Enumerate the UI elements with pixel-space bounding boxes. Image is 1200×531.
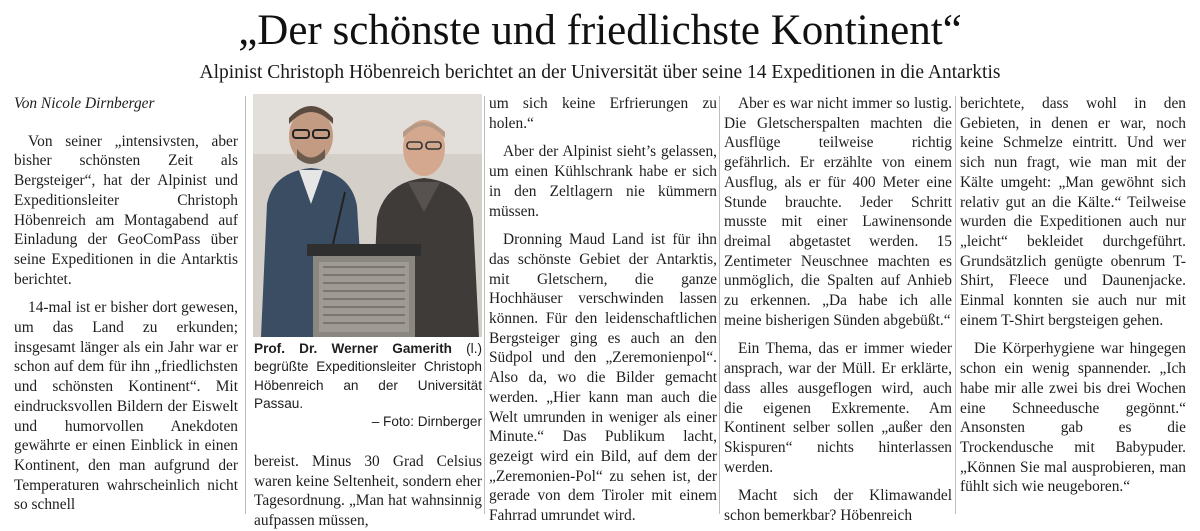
paragraph-climate-cont: berichtete, dass wohl in den Gebieten, in denen er war, noch keine Schmelze eintritt. Und wer sich nun fragt, wie man mit der Kälte umgeht: „Man gewöhnt sich relativ gut an die Kälte.“ Teilweise wurden die Expeditionen auch nur „leicht“ bekleidet durchgeführt. Grundsätzlich genügte obenrum T-Shirt, Fleece und Daunenjacke. Einmal konnten sie auch nur mit einem T-Shirt bergsteigen gehen. xyxy=(960,95,1186,329)
article-column-4 xyxy=(724,94,952,525)
column-divider xyxy=(955,96,956,514)
column-divider xyxy=(245,96,246,514)
column-divider xyxy=(719,96,720,514)
paragraph-waste: Ein Thema, das er immer wieder ansprach, war der Müll. Er erklärte, dass alles ausgeflogen wird, auch die eigenen Exkremente. Am Kontinent selber sollen „außer den Skispuren“ nichts hinterlassen werden. xyxy=(724,340,952,476)
column-divider xyxy=(484,96,485,514)
paragraph-climate: Macht sich der Klimawandel schon bemerkbar? Höbenreich xyxy=(724,487,952,525)
paragraph-hygiene: Die Körperhygiene war hingegen schon ein wenig spannender. „Ich habe mir alle zwei bis drei Wochen eine Schneedusche gegönnt.“ Ansonsten gab es die Trockendusche mit Babypuder. „Können Sie mal ausprobieren, man fühlt sich wie neugeboren.“ xyxy=(960,340,1186,496)
paragraph-frostbite-end: um sich keine Erfrierungen zu holen.“ xyxy=(489,95,717,132)
photo-credit: – Foto: Dirnberger xyxy=(371,414,482,430)
paragraph-crevasses: Aber es war nicht immer so lustig. Die Gletscherspalten machten die Ausflüge teilweise richtig gefährlich. Er erzählte von einem Ausflug, als er für 400 Meter eine Stunde brauchte. Jeder Schritt musste mit einer Lawinensonde dreimal abgetastet werden. 15 Zentimeter Neuschnee machten es unmöglich, die Spalten auf Anhieb zu erkennen. „Da habe ich alle meine bisherigen Sünden abgebüßt.“ xyxy=(724,95,952,329)
paragraph-expeditions-cont: bereist. Minus 30 Grad Celsius waren keine Seltenheit, sondern eher Tagesordnung. „Man hat wahnsinnig aufpassen müssen, xyxy=(254,453,482,530)
caption-text: (l.) begrüßte Expeditionsleiter Christoph Höbenreich an der Universität Passau. xyxy=(254,341,482,411)
paragraph-dronning-maud: Dronning Maud Land ist für ihn das schönste Gebiet der Antarktis, mit Gletschern, die ganze Hochhäuser verschwinden lassen können. Für den leidenschaftlichen Bergsteiger ging es auch an den Südpol und den „Zeremonienpol“. Also da, wo die Bilder gemacht werden. „Hier kann man auch die Welt umrunden in weniger als einer Minute.“ Das Publikum lacht, gezeigt wird ein Bild, auf dem der „Zeremonien-Pol“ zu sehen ist, der gerade von dem Tiroler mit einem Fahrrad umrundet wird. xyxy=(489,231,717,525)
article-column-3 xyxy=(489,94,717,525)
photo-caption xyxy=(254,340,482,431)
article-column-5 xyxy=(960,94,1186,514)
article-column-1 xyxy=(14,94,238,514)
headline: „Der schönste und friedlichste Kontinent“ xyxy=(238,7,962,54)
article-column-2 xyxy=(254,452,482,530)
caption-name: Prof. Dr. Werner Gamerith xyxy=(254,341,452,356)
paragraph-fridge: Aber der Alpinist sieht’s gelassen, um einen Kühlschrank habe er sich in den Zeltlagern nie kümmern müssen. xyxy=(489,143,717,220)
article-photo xyxy=(253,94,482,337)
paragraph-expeditions: 14-mal ist er bisher dort gewesen, um das Land zu erkunden; insgesamt länger als ein Jahr war er schon auf dem für ihn „friedlichsten und schönsten Kontinent“. Mit eindrucksvollen Bildern der Eiswelt und humorvollen Anekdoten gewährte er einen Einblick in einen Kontinent, den man aufgrund der Temperaturen wahrscheinlich nicht so schnell xyxy=(14,299,238,514)
byline: Von Nicole Dirnberger xyxy=(14,95,155,112)
subheadline: Alpinist Christoph Höbenreich berichtet an der Universität über seine 14 Expeditionen in die Antarktis xyxy=(199,62,1001,83)
paragraph-intro: Von seiner „intensivsten, aber bisher schönsten Zeit als Bergsteiger“, hat der Alpinist und Expeditionsleiter Christoph Höbenreich am Montagabend auf Einladung der GeoComPass über seine Expeditionen in die Antarktis berichtet. xyxy=(14,132,238,288)
photo-two-men-at-lectern xyxy=(253,94,482,337)
